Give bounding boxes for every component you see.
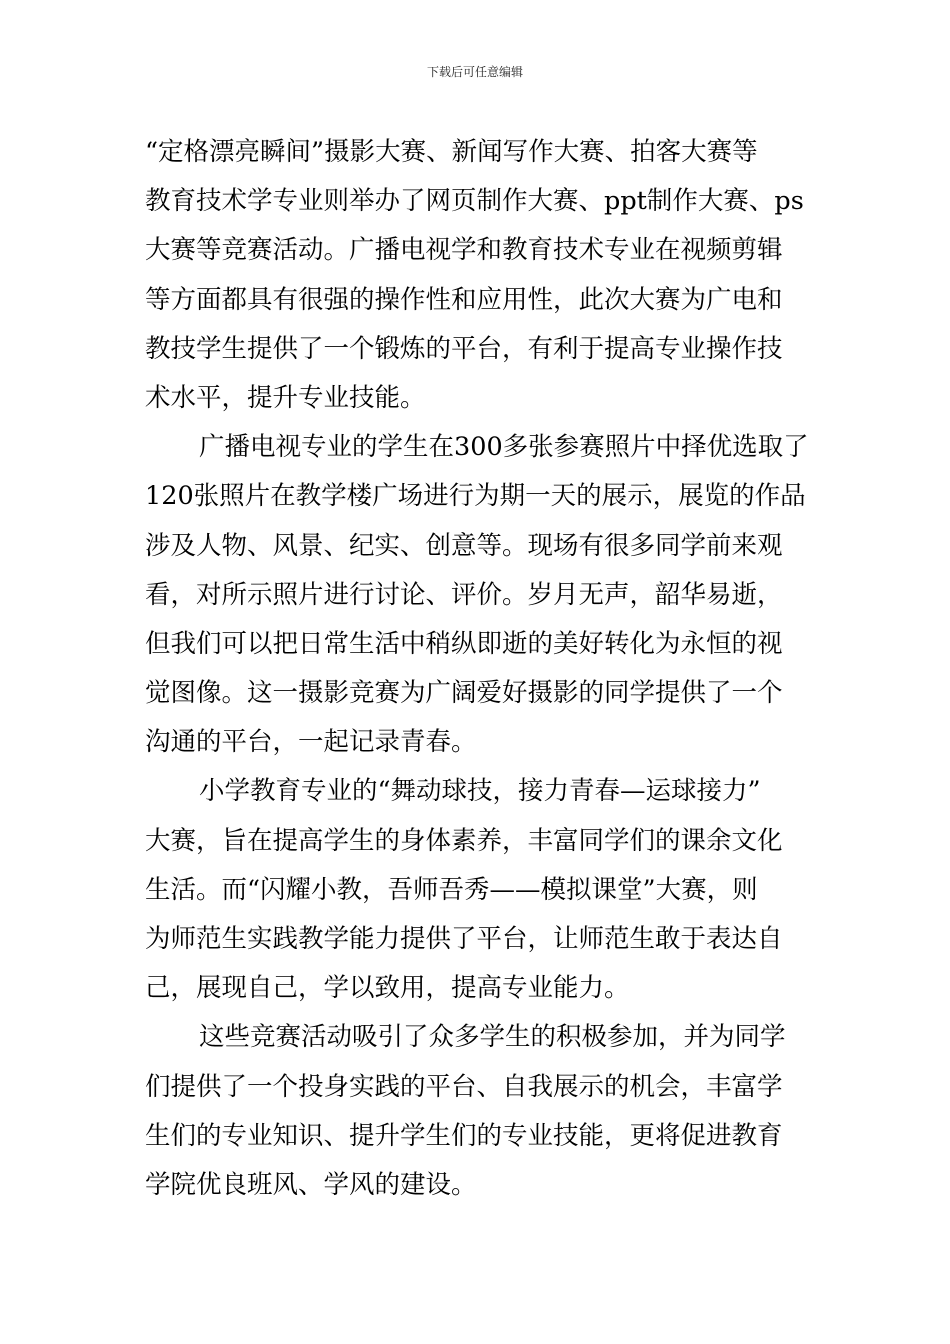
text-line: 沟通的平台，一起记录青春。: [145, 727, 477, 758]
text-line: 大赛等竞赛活动。广播电视学和教育技术专业在视频剪辑: [145, 235, 783, 266]
text-line: 涉及人物、风景、纪实、创意等。现场有很多同学前来观: [145, 530, 783, 561]
paragraph-3: [145, 767, 815, 1013]
text-line: 己，展现自己，学以致用，提高专业能力。: [145, 973, 630, 1004]
text-line: 术水平，提升专业技能。: [145, 382, 426, 413]
text-line: 大赛，旨在提高学生的身体素养，丰富同学们的课余文化: [145, 825, 783, 856]
text-line: 等方面都具有很强的操作性和应用性，此次大赛为广电和: [145, 284, 783, 315]
paragraph-4: [145, 1013, 815, 1210]
text-line: 生活。而“闪耀小教，吾师吾秀——模拟课堂”大赛，则: [145, 874, 758, 905]
text-line: 教技学生提供了一个锻炼的平台，有利于提高专业操作技: [145, 333, 783, 364]
paragraph-1: [145, 128, 815, 423]
text-line: 广播电视专业的学生在300多张参赛照片中择优选取了: [199, 432, 809, 463]
text-line: 们提供了一个投身实践的平台、自我展示的机会，丰富学: [145, 1071, 783, 1102]
text-line: 为师范生实践教学能力提供了平台，让师范生敢于表达自: [145, 924, 783, 954]
text-line: 生们的专业知识、提升学生们的专业技能，更将促进教育: [145, 1120, 783, 1151]
text-line: 觉图像。这一摄影竞赛为广阔爱好摄影的同学提供了一个: [145, 678, 783, 709]
document-body: [145, 128, 815, 1210]
text-line: 但我们可以把日常生活中稍纵即逝的美好转化为永恒的视: [145, 628, 783, 659]
text-line: “定格漂亮瞬间”摄影大赛、新闻写作大赛、拍客大赛等: [145, 137, 758, 167]
text-line: 看，对所示照片进行讨论、评价。岁月无声，韶华易逝，: [145, 579, 783, 610]
text-line: 教育技术学专业则举办了网页制作大赛、ppt制作大赛、ps: [145, 186, 804, 217]
paragraph-2: [145, 423, 815, 767]
text-line: 120张照片在教学楼广场进行为期一天的展示，展览的作品: [145, 481, 806, 512]
text-line: 学院优良班风、学风的建设。: [145, 1169, 477, 1200]
text-line: 这些竞赛活动吸引了众多学生的积极参加，并为同学: [199, 1022, 786, 1053]
text-line: 小学教育专业的“舞动球技，接力青春—运球接力”: [199, 776, 761, 807]
page-header: 下载后可任意编辑: [426, 65, 523, 79]
